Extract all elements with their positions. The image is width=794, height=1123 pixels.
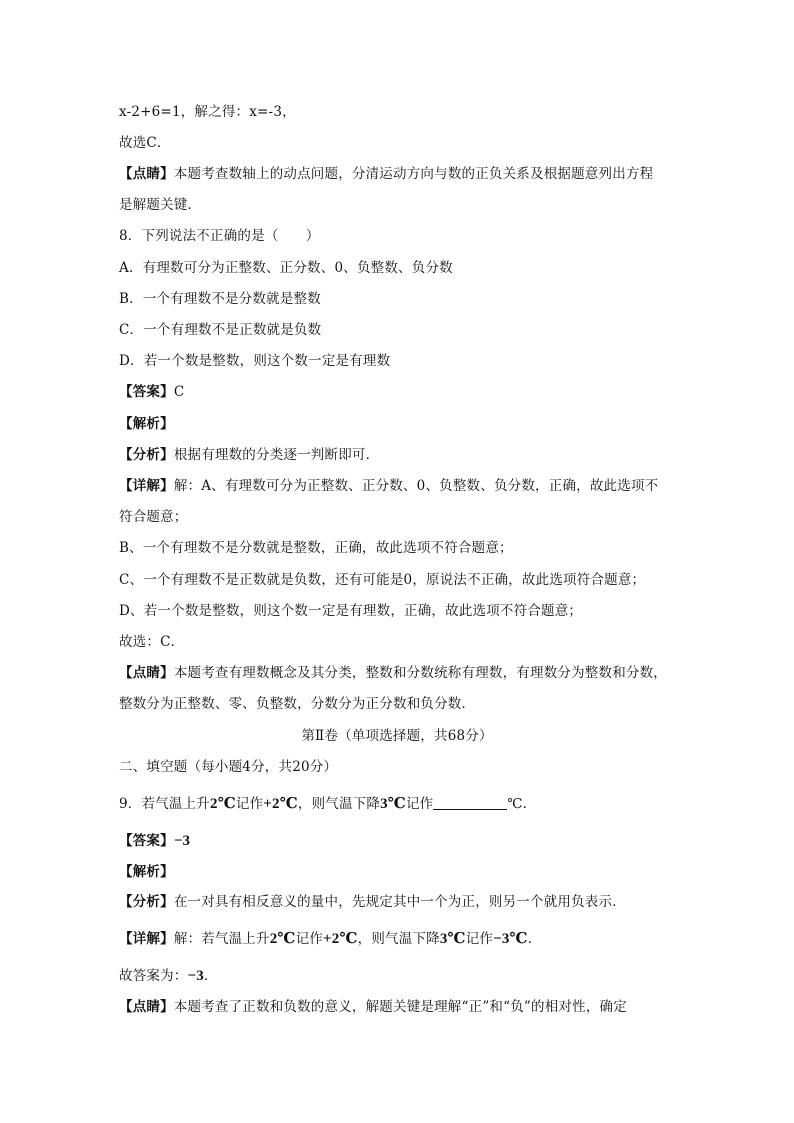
text-line <box>119 997 627 1017</box>
text-content: 本题考查有理数概念及其分类，整数和分数统称有理数，有理数分为整数和分数， <box>173 665 668 681</box>
section-heading: 二、填空题（每小题4分，共20分） <box>119 759 338 775</box>
math-expression: −3 <box>187 968 204 984</box>
text-content: 记作 <box>405 796 434 812</box>
math-expression: +2℃ <box>323 931 358 947</box>
text-content: 本题考查数轴上的动点问题，分清运动方向与数的正负关系及根据题意列出方程 <box>173 166 654 182</box>
text-content: ，则气温下降 <box>357 931 440 947</box>
tag-label: 【分析】 <box>119 894 174 910</box>
answer-line <box>119 382 184 402</box>
math-expression: 2℃ <box>269 931 296 947</box>
tag-label: 【点睛】 <box>119 999 174 1015</box>
text-line: 是解题关键． <box>119 197 202 213</box>
text-content: 在一对具有相反意义的量中，先规定其中一个为正，则另一个就用负表示． <box>173 894 626 910</box>
math-expression: 3℃ <box>380 796 406 812</box>
question-9-title <box>119 794 536 814</box>
text-line: B、一个有理数不是分数就是整数，正确，故此选项不符合题意； <box>119 540 513 556</box>
option-a: A．有理数可分为正整数、正分数、0、负整数、负分数 <box>119 260 453 276</box>
tag-label: 【详解】 <box>119 478 174 494</box>
tag-label: 【分析】 <box>119 447 174 463</box>
text-content: 记作 <box>465 931 494 947</box>
text-content: ． <box>203 968 218 984</box>
text-content: 9．若气温上升 <box>119 796 210 812</box>
math-expression: 2℃ <box>210 796 236 812</box>
text-line <box>119 476 658 496</box>
text-content: 根据有理数的分类逐一判断即可． <box>173 447 380 463</box>
question-8-title: 8．下列说法不正确的是（ ） <box>119 228 320 244</box>
text-line <box>119 929 541 949</box>
text-line: 整数分为正整数、零、负整数，分数分为正分数和负分数． <box>119 696 476 712</box>
analysis-heading: 【解析】 <box>119 864 174 880</box>
text-content: ． <box>527 931 542 947</box>
text-line: D、若一个数是整数，则这个数一定是有理数，正确，故此选项不符合题意； <box>119 603 583 619</box>
section-title: 第Ⅱ卷（单项选择题，共68分） <box>301 728 493 744</box>
text-line <box>119 663 667 683</box>
answer-value: −3 <box>173 833 191 849</box>
tag-label: 【点睛】 <box>119 166 174 182</box>
text-content: 解：若气温上升 <box>173 931 270 947</box>
text-line <box>119 966 218 986</box>
tag-label: 【点睛】 <box>119 665 174 681</box>
math-expression: −3℃ <box>493 931 528 947</box>
text-content: ，则气温下降 <box>297 796 381 812</box>
math-expression: 3℃ <box>439 931 466 947</box>
text-line <box>119 892 626 912</box>
answer-line <box>119 831 190 851</box>
text-line: 符合题意； <box>119 509 188 525</box>
text-content: 记作 <box>235 796 264 812</box>
option-c: C．一个有理数不是正数就是负数 <box>119 322 322 338</box>
tag-label: 【详解】 <box>119 931 174 947</box>
answer-value: C <box>173 384 185 400</box>
text-line: 故选：C． <box>119 634 185 650</box>
text-content: 故答案为： <box>119 968 188 984</box>
text-line <box>119 164 653 184</box>
tag-label: 【答案】 <box>119 833 174 849</box>
tag-label: 【答案】 <box>119 384 174 400</box>
math-expression: +2℃ <box>263 796 298 812</box>
analysis-heading: 【解析】 <box>119 416 174 432</box>
text-content: 记作 <box>295 931 323 947</box>
option-d: D．若一个数是整数，则这个数一定是有理数 <box>119 353 391 369</box>
text-content: 本题考查了正数和负数的意义，解题关键是理解“正”和“负”的相对性，确定 <box>173 999 627 1015</box>
text-line: 故选C． <box>119 135 171 151</box>
text-line <box>119 445 379 465</box>
answer-blank <box>433 795 507 810</box>
text-content: ℃． <box>507 796 537 812</box>
option-b: B．一个有理数不是分数就是整数 <box>119 291 321 307</box>
text-line: x-2+6=1，解之得：x=-3， <box>119 104 296 120</box>
text-content: 解：A、有理数可分为正整数、正分数、0、负整数、负分数，正确，故此选项不 <box>173 478 659 494</box>
text-line: C、一个有理数不是正数就是负数，还有可能是0，原说法不正确，故此选项符合题意； <box>119 572 646 588</box>
